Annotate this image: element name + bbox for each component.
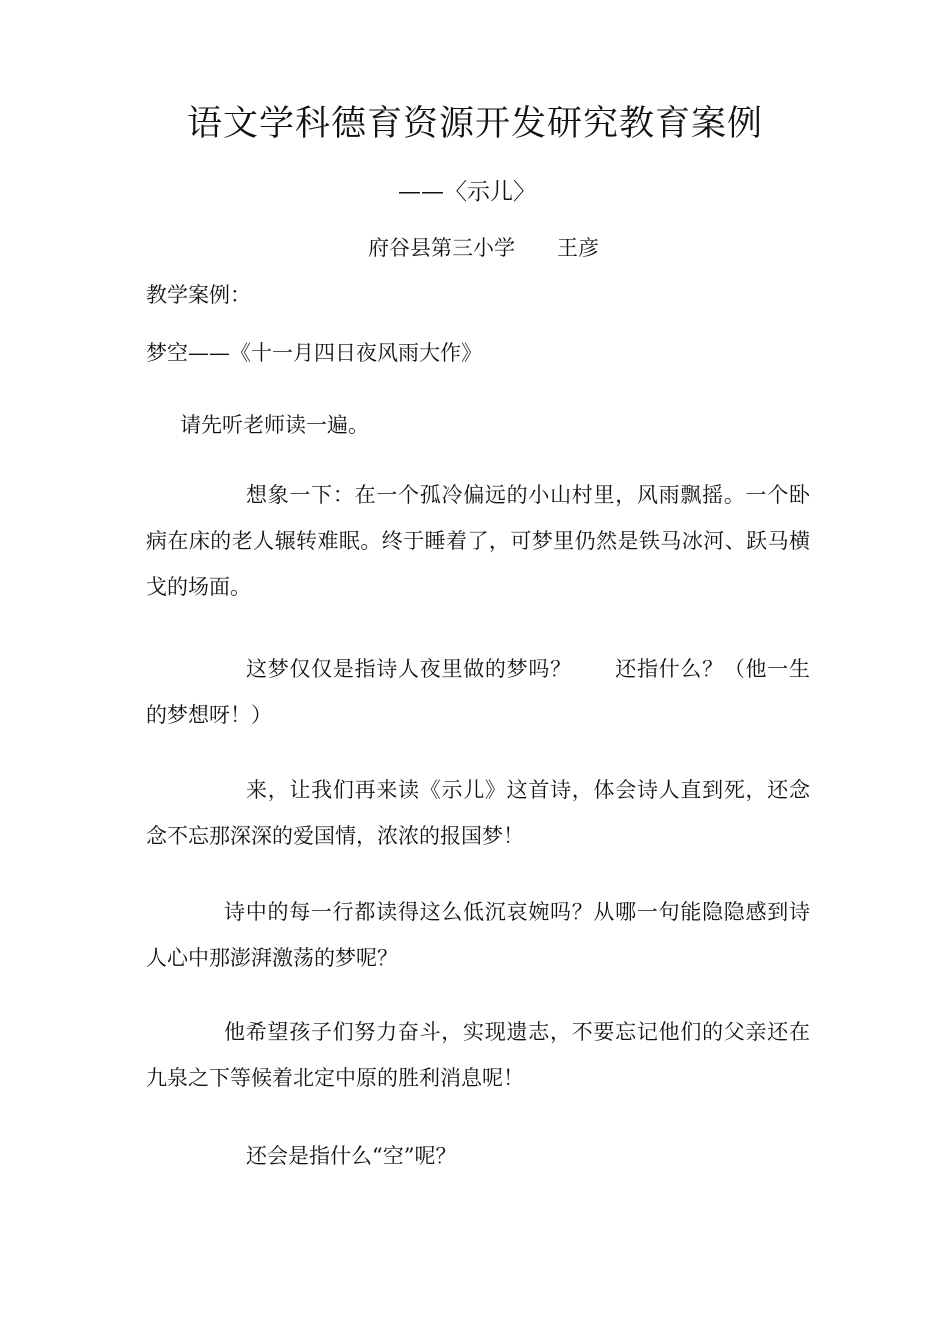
paragraph-teaching-case-label: 教学案例： <box>146 283 251 307</box>
document-title: 语文学科德育资源开发研究教育案例 <box>186 104 763 144</box>
document-subtitle: ——〈示儿〉 <box>398 179 536 205</box>
paragraph-imagine: 想象一下：在一个孤冷偏远的小山村里，风雨飘摇。一个卧病在床的老人辗转难眠。终于睡着了，可梦里仍然是铁马冰河、跃马横戈的场面。 <box>146 483 810 599</box>
paragraph-poem-heading: 梦空——《十一月四日夜风雨大作》 <box>146 341 482 365</box>
paragraph-dream-question: 这梦仅仅是指诗人夜里做的梦吗？ 还指什么？（他一生的梦想呀！） <box>146 657 810 727</box>
author-line: 府谷县第三小学 王彦 <box>368 236 599 260</box>
paragraph-empty-question: 还会是指什么“空”呢？ <box>246 1144 457 1168</box>
paragraph-hope: 他希望孩子们努力奋斗，实现遗志，不要忘记他们的父亲还在九泉之下等候着北定中原的胜利消息呢！ <box>146 1020 810 1090</box>
paragraph-read-again: 来，让我们再来读《示儿》这首诗，体会诗人直到死，还念念不忘那深深的爱国情，浓浓的报国梦！ <box>146 778 810 848</box>
paragraph-tone-question: 诗中的每一行都读得这么低沉哀婉吗？从哪一句能隐隐感到诗人心中那澎湃激荡的梦呢？ <box>146 900 810 970</box>
paragraph-listen: 请先听老师读一遍。 <box>180 413 369 437</box>
